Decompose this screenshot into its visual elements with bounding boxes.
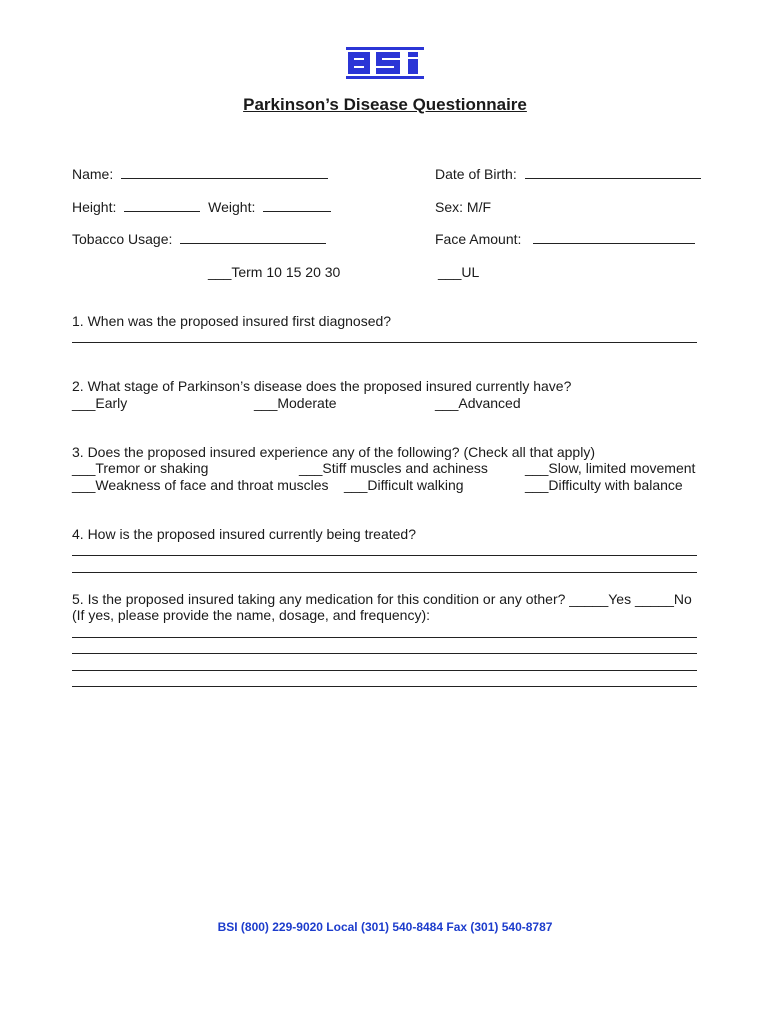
tobacco-blank[interactable] (180, 231, 326, 244)
q3-option-slow[interactable]: ___Slow, limited movement (525, 460, 696, 476)
bsi-logo (346, 47, 424, 79)
answer-line[interactable] (72, 572, 697, 573)
footer-contact: BSI (800) 229-9020 Local (301) 540-8484 Fax (301) 540-8787 (217, 920, 553, 934)
q2-option-early[interactable]: ___Early (72, 395, 128, 411)
height-weight-field[interactable] (72, 199, 331, 215)
ul-option[interactable]: ___UL (438, 264, 480, 280)
q3-option-walking[interactable]: ___Difficult walking (344, 477, 464, 493)
answer-line[interactable] (72, 670, 697, 671)
answer-line[interactable] (72, 686, 697, 687)
dob-blank[interactable] (525, 166, 701, 179)
dob-field[interactable] (435, 166, 701, 182)
q3-option-stiff[interactable]: ___Stiff muscles and achiness (299, 460, 488, 476)
height-label: Height: (72, 199, 117, 215)
page-title: Parkinson’s Disease Questionnaire (243, 95, 527, 114)
weight-label: Weight: (208, 199, 256, 215)
answer-line[interactable] (72, 342, 697, 343)
term-option[interactable]: ___Term 10 15 20 30 (208, 264, 341, 280)
question-3: 3. Does the proposed insured experience any of the following? (Check all that apply) (72, 444, 595, 460)
face-amount-field[interactable] (435, 231, 695, 247)
question-5-subtext: (If yes, please provide the name, dosage, and frequency): (72, 607, 430, 623)
face-amount-label: Face Amount: (435, 231, 522, 247)
sex-field: Sex: M/F (435, 199, 492, 215)
q3-option-balance[interactable]: ___Difficulty with balance (525, 477, 683, 493)
face-amount-blank[interactable] (533, 231, 695, 244)
name-blank[interactable] (121, 166, 328, 179)
answer-line[interactable] (72, 653, 697, 654)
name-field[interactable] (72, 166, 328, 182)
q2-option-moderate[interactable]: ___Moderate (254, 395, 337, 411)
q2-option-advanced[interactable]: ___Advanced (435, 395, 521, 411)
dob-label: Date of Birth: (435, 166, 517, 182)
answer-line[interactable] (72, 555, 697, 556)
q3-option-weakness[interactable]: ___Weakness of face and throat muscles (72, 477, 329, 493)
question-1: 1. When was the proposed insured first diagnosed? (72, 313, 392, 329)
name-label: Name: (72, 166, 114, 182)
q3-option-tremor[interactable]: ___Tremor or shaking (72, 460, 209, 476)
weight-blank[interactable] (263, 199, 331, 212)
height-blank[interactable] (124, 199, 200, 212)
tobacco-field[interactable] (72, 231, 326, 247)
question-4: 4. How is the proposed insured currently being treated? (72, 526, 416, 542)
tobacco-label: Tobacco Usage: (72, 231, 173, 247)
question-2: 2. What stage of Parkinson’s disease does the proposed insured currently have? (72, 378, 572, 394)
answer-line[interactable] (72, 637, 697, 638)
question-5: 5. Is the proposed insured taking any medication for this condition or any other? _____Yes _____No (72, 591, 692, 607)
